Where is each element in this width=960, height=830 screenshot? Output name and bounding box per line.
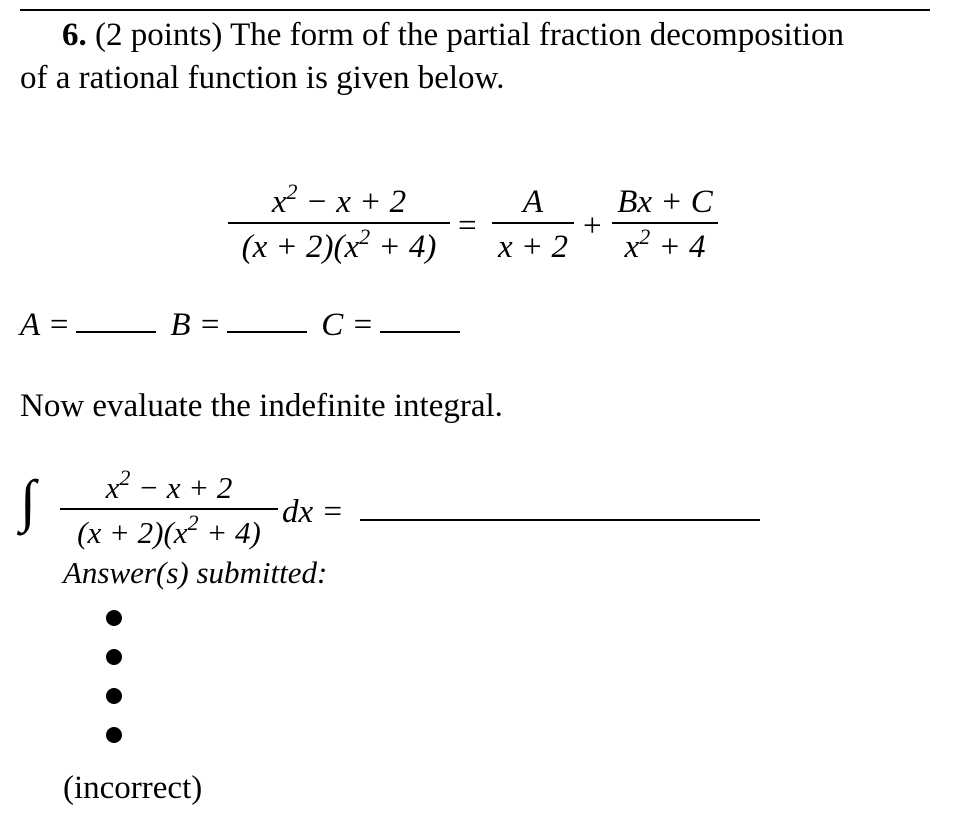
dx-equals: dx =	[282, 494, 344, 530]
submitted-answer-bullet	[106, 688, 122, 704]
b-answer-blank[interactable]	[227, 331, 307, 333]
integrand-fraction	[60, 465, 278, 553]
integral-answer-blank[interactable]	[360, 519, 760, 521]
integrand-numerator: $x^2 - x + 2$	[105, 465, 233, 505]
term2-numerator: Bx + C	[617, 184, 713, 220]
lhs-fraction	[228, 179, 450, 267]
submitted-answer-bullet	[106, 610, 122, 626]
lhs-denominator: $(x + 2)(x^2 + 4)$	[228, 222, 450, 267]
plus-sign: +	[583, 208, 602, 244]
term1-fraction	[492, 182, 574, 267]
problem-intro-line2: of a rational function is given below.	[20, 60, 505, 96]
submitted-answers-list	[106, 610, 122, 766]
equals-sign: =	[458, 208, 477, 244]
answers-submitted-label: Answer(s) submitted:	[63, 555, 328, 590]
c-answer-blank[interactable]	[380, 331, 460, 333]
term2-denominator: $x^2 + 4$	[612, 222, 718, 267]
answer-status: (incorrect)	[63, 770, 203, 806]
problem-intro-line1: The form of the partial fraction decomposition	[230, 17, 845, 53]
integral-sign: ∫	[20, 468, 36, 533]
coefficient-blanks	[20, 307, 466, 344]
submitted-answer-bullet	[106, 649, 122, 665]
a-answer-blank[interactable]	[76, 331, 156, 333]
problem-header	[20, 14, 935, 100]
lhs-numerator: $x^2 - x + 2$	[271, 179, 407, 220]
term1-numerator: A	[522, 184, 544, 220]
problem-number: 6.	[62, 17, 87, 53]
problem-points: (2 points)	[95, 17, 223, 53]
b-label: B =	[170, 307, 222, 343]
integrand-denominator: $(x + 2)(x^2 + 4)$	[60, 508, 278, 553]
c-label: C =	[321, 307, 374, 343]
submitted-answer-bullet	[106, 727, 122, 743]
term2-fraction	[612, 182, 718, 267]
integral-prompt: Now evaluate the indefinite integral.	[20, 388, 503, 424]
top-rule	[20, 9, 930, 11]
term1-denominator: x + 2	[492, 222, 574, 267]
a-label: A =	[20, 307, 71, 343]
